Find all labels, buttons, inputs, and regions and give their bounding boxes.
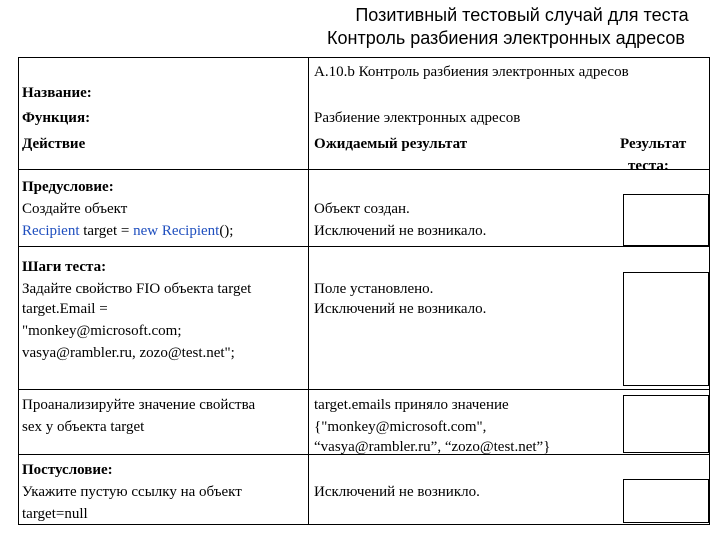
row-divider bbox=[19, 169, 309, 170]
precondition-line1: Создайте объект bbox=[22, 201, 128, 217]
header-title-line1: Позитивный тестовый случай для теста bbox=[355, 5, 689, 25]
result-label-2: теста: bbox=[628, 158, 669, 174]
row-divider bbox=[309, 389, 709, 390]
postcondition-line2: target=null bbox=[22, 506, 88, 522]
step1-line1: Задайте свойство FIO объекта target bbox=[22, 281, 252, 297]
step1-expected-2: Исключений не возникало. bbox=[314, 301, 487, 317]
precondition-code bbox=[22, 221, 233, 241]
name-value: A.10.b Контроль разбиения электронных адресов bbox=[314, 64, 629, 80]
row-divider bbox=[19, 246, 309, 247]
code-class2: Recipient bbox=[161, 223, 220, 239]
precondition-expected-2: Исключений не возникало. bbox=[314, 223, 487, 239]
step1-line4: vasya@rambler.ru, zozo@test.net"; bbox=[22, 345, 235, 361]
result-box-step2[interactable] bbox=[623, 395, 709, 453]
function-value: Разбиение электронных адресов bbox=[314, 110, 521, 126]
step2-expected-3: “vasya@rambler.ru”, “zozo@test.net”} bbox=[314, 439, 551, 455]
row-divider bbox=[19, 454, 309, 455]
step1-expected-1: Поле установлено. bbox=[314, 281, 434, 297]
precondition-title: Предусловие: bbox=[22, 179, 114, 195]
code-end: (); bbox=[219, 223, 234, 239]
code-mid: target = bbox=[79, 223, 134, 239]
header-title-line2: Контроль разбиения электронных адресов bbox=[327, 28, 685, 48]
postcondition-line1: Укажите пустую ссылку на объект bbox=[22, 484, 242, 500]
precondition-expected-1: Объект создан. bbox=[314, 201, 410, 217]
row-divider bbox=[19, 389, 309, 390]
expected-label: Ожидаемый результат bbox=[314, 136, 468, 152]
step1-line2: target.Email = bbox=[22, 301, 108, 317]
function-label: Функция: bbox=[22, 110, 91, 126]
step2-expected-1: target.emails приняло значение bbox=[314, 397, 509, 413]
step2-line2: sex у объекта target bbox=[22, 419, 145, 435]
postcondition-expected: Исключений не возникло. bbox=[314, 484, 480, 500]
row-divider bbox=[309, 246, 709, 247]
step2-line1: Проанализируйте значение свойства bbox=[22, 397, 256, 413]
action-label: Действие bbox=[22, 136, 86, 152]
result-box-postcondition[interactable] bbox=[623, 479, 709, 523]
name-label: Название: bbox=[22, 85, 92, 101]
result-box-precondition[interactable] bbox=[623, 194, 709, 246]
code-new: new bbox=[133, 223, 159, 239]
step1-line3: "monkey@microsoft.com; bbox=[22, 323, 182, 339]
postcondition-title: Постусловие: bbox=[22, 462, 113, 478]
steps-title: Шаги теста: bbox=[22, 259, 107, 275]
result-label: Результат bbox=[620, 136, 687, 152]
result-box-step1[interactable] bbox=[623, 272, 709, 386]
code-class: Recipient bbox=[22, 223, 80, 239]
step2-expected-2: {"monkey@microsoft.com", bbox=[314, 419, 487, 435]
